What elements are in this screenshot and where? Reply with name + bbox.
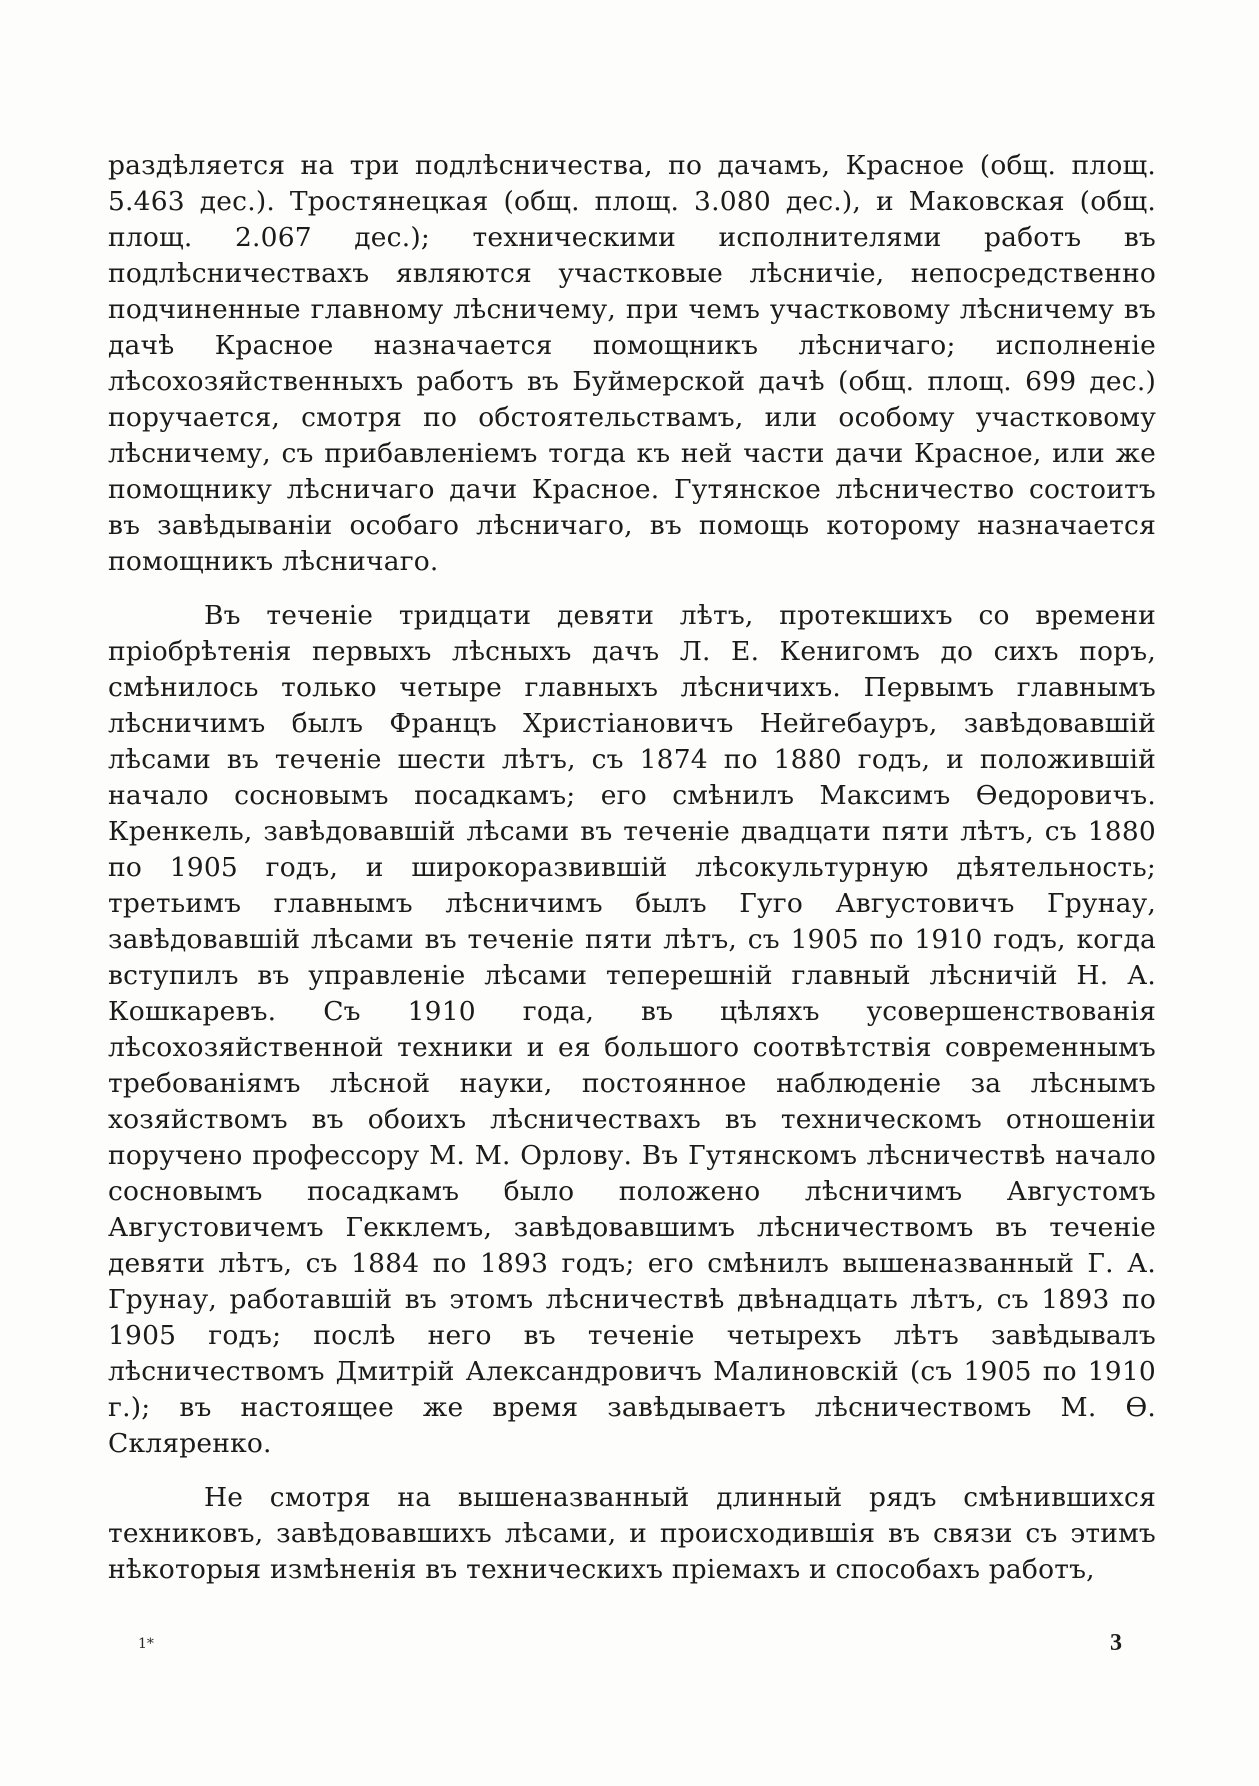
page-number: 3 (1110, 1630, 1122, 1656)
paragraph-1: раздѣляется на три подлѣсничества, по дачамъ, Красное (общ. площ. 5.463 дес.). Тростянецкая (общ. площ. 3.080 дес.), и Маковская (общ. площ. 2.067 дес.); техническими исполнителями работъ въ подлѣсничествахъ являются участковые лѣсничіе, непосредственно подчиненные главному лѣсничему, при чемъ участковому лѣсничему въ дачѣ Красное назначается помощникъ лѣсничаго; исполненіе лѣсохозяйственныхъ работъ въ Буймерской дачѣ (общ. площ. 699 дес.) поручается, смотря по обстоятельствамъ, или особому участковому лѣсничему, съ прибавленіемъ тогда къ ней части дачи Красное, или же помощнику лѣсничаго дачи Красное. Гутянское лѣсничество состоитъ въ завѣдываніи особаго лѣсничаго, въ помощь которому назначается помощникъ лѣсничаго. (108, 150, 1156, 577)
body-text (108, 148, 1156, 1588)
page-footer (0, 1628, 1259, 1668)
paragraph-3: Не смотря на вышеназванный длинный рядъ смѣнившихся техниковъ, завѣдовавшихъ лѣсами, и происходившія въ связи съ этимъ нѣкоторыя измѣненія въ техническихъ пріемахъ и способахъ работъ, (108, 1482, 1156, 1585)
paragraph-2: Въ теченіе тридцати девяти лѣтъ, протекшихъ со времени пріобрѣтенія первыхъ лѣсныхъ дачъ Л. Е. Кенигомъ до сихъ поръ, смѣнилось только четыре главныхъ лѣсничихъ. Первымъ главнымъ лѣсничимъ былъ Францъ Христіановичъ Нейгебауръ, завѣдовавшій лѣсами въ теченіе шести лѣтъ, съ 1874 по 1880 годъ, и положившій начало сосновымъ посадкамъ; его смѣнилъ Максимъ Өедоровичъ. Кренкель, завѣдовавшій лѣсами въ теченіе двадцати пяти лѣтъ, съ 1880 по 1905 годъ, и широкоразвившій лѣсокультурную дѣятельность; третьимъ главнымъ лѣсничимъ былъ Гуго Августовичъ Грунау, завѣдовавшій лѣсами въ теченіе пяти лѣтъ, съ 1905 по 1910 годъ, когда вступилъ въ управленіе лѣсами теперешній главный лѣсничій Н. А. Кошкаревъ. Съ 1910 года, въ цѣляхъ усовершенствованія лѣсохозяйственной техники и ея большого соотвѣтствія современнымъ требованіямъ лѣсной науки, постоянное наблюденіе за лѣснымъ хозяйствомъ въ обоихъ лѣсничествахъ въ техническомъ отношеніи поручено профессору М. М. Орлову. Въ Гутянскомъ лѣсничествѣ начало сосновымъ посадкамъ было положено лѣсничимъ Августомъ Августовичемъ Гекклемъ, завѣдовавшимъ лѣсничествомъ въ теченіе девяти лѣтъ, съ 1884 по 1893 годъ; его смѣнилъ вышеназванный Г. А. Грунау, работавшій въ этомъ лѣсничествѣ двѣнадцать лѣтъ, съ 1893 по 1905 годъ; послѣ него въ теченіе четырехъ лѣтъ завѣдывалъ лѣсничествомъ Дмитрій Александровичъ Малиновскій (съ 1905 по 1910 г.); въ настоящее же время завѣдываетъ лѣсничествомъ М. Ө. Скляренко. (108, 600, 1156, 1459)
printer-signature-mark: 1* (138, 1636, 154, 1652)
